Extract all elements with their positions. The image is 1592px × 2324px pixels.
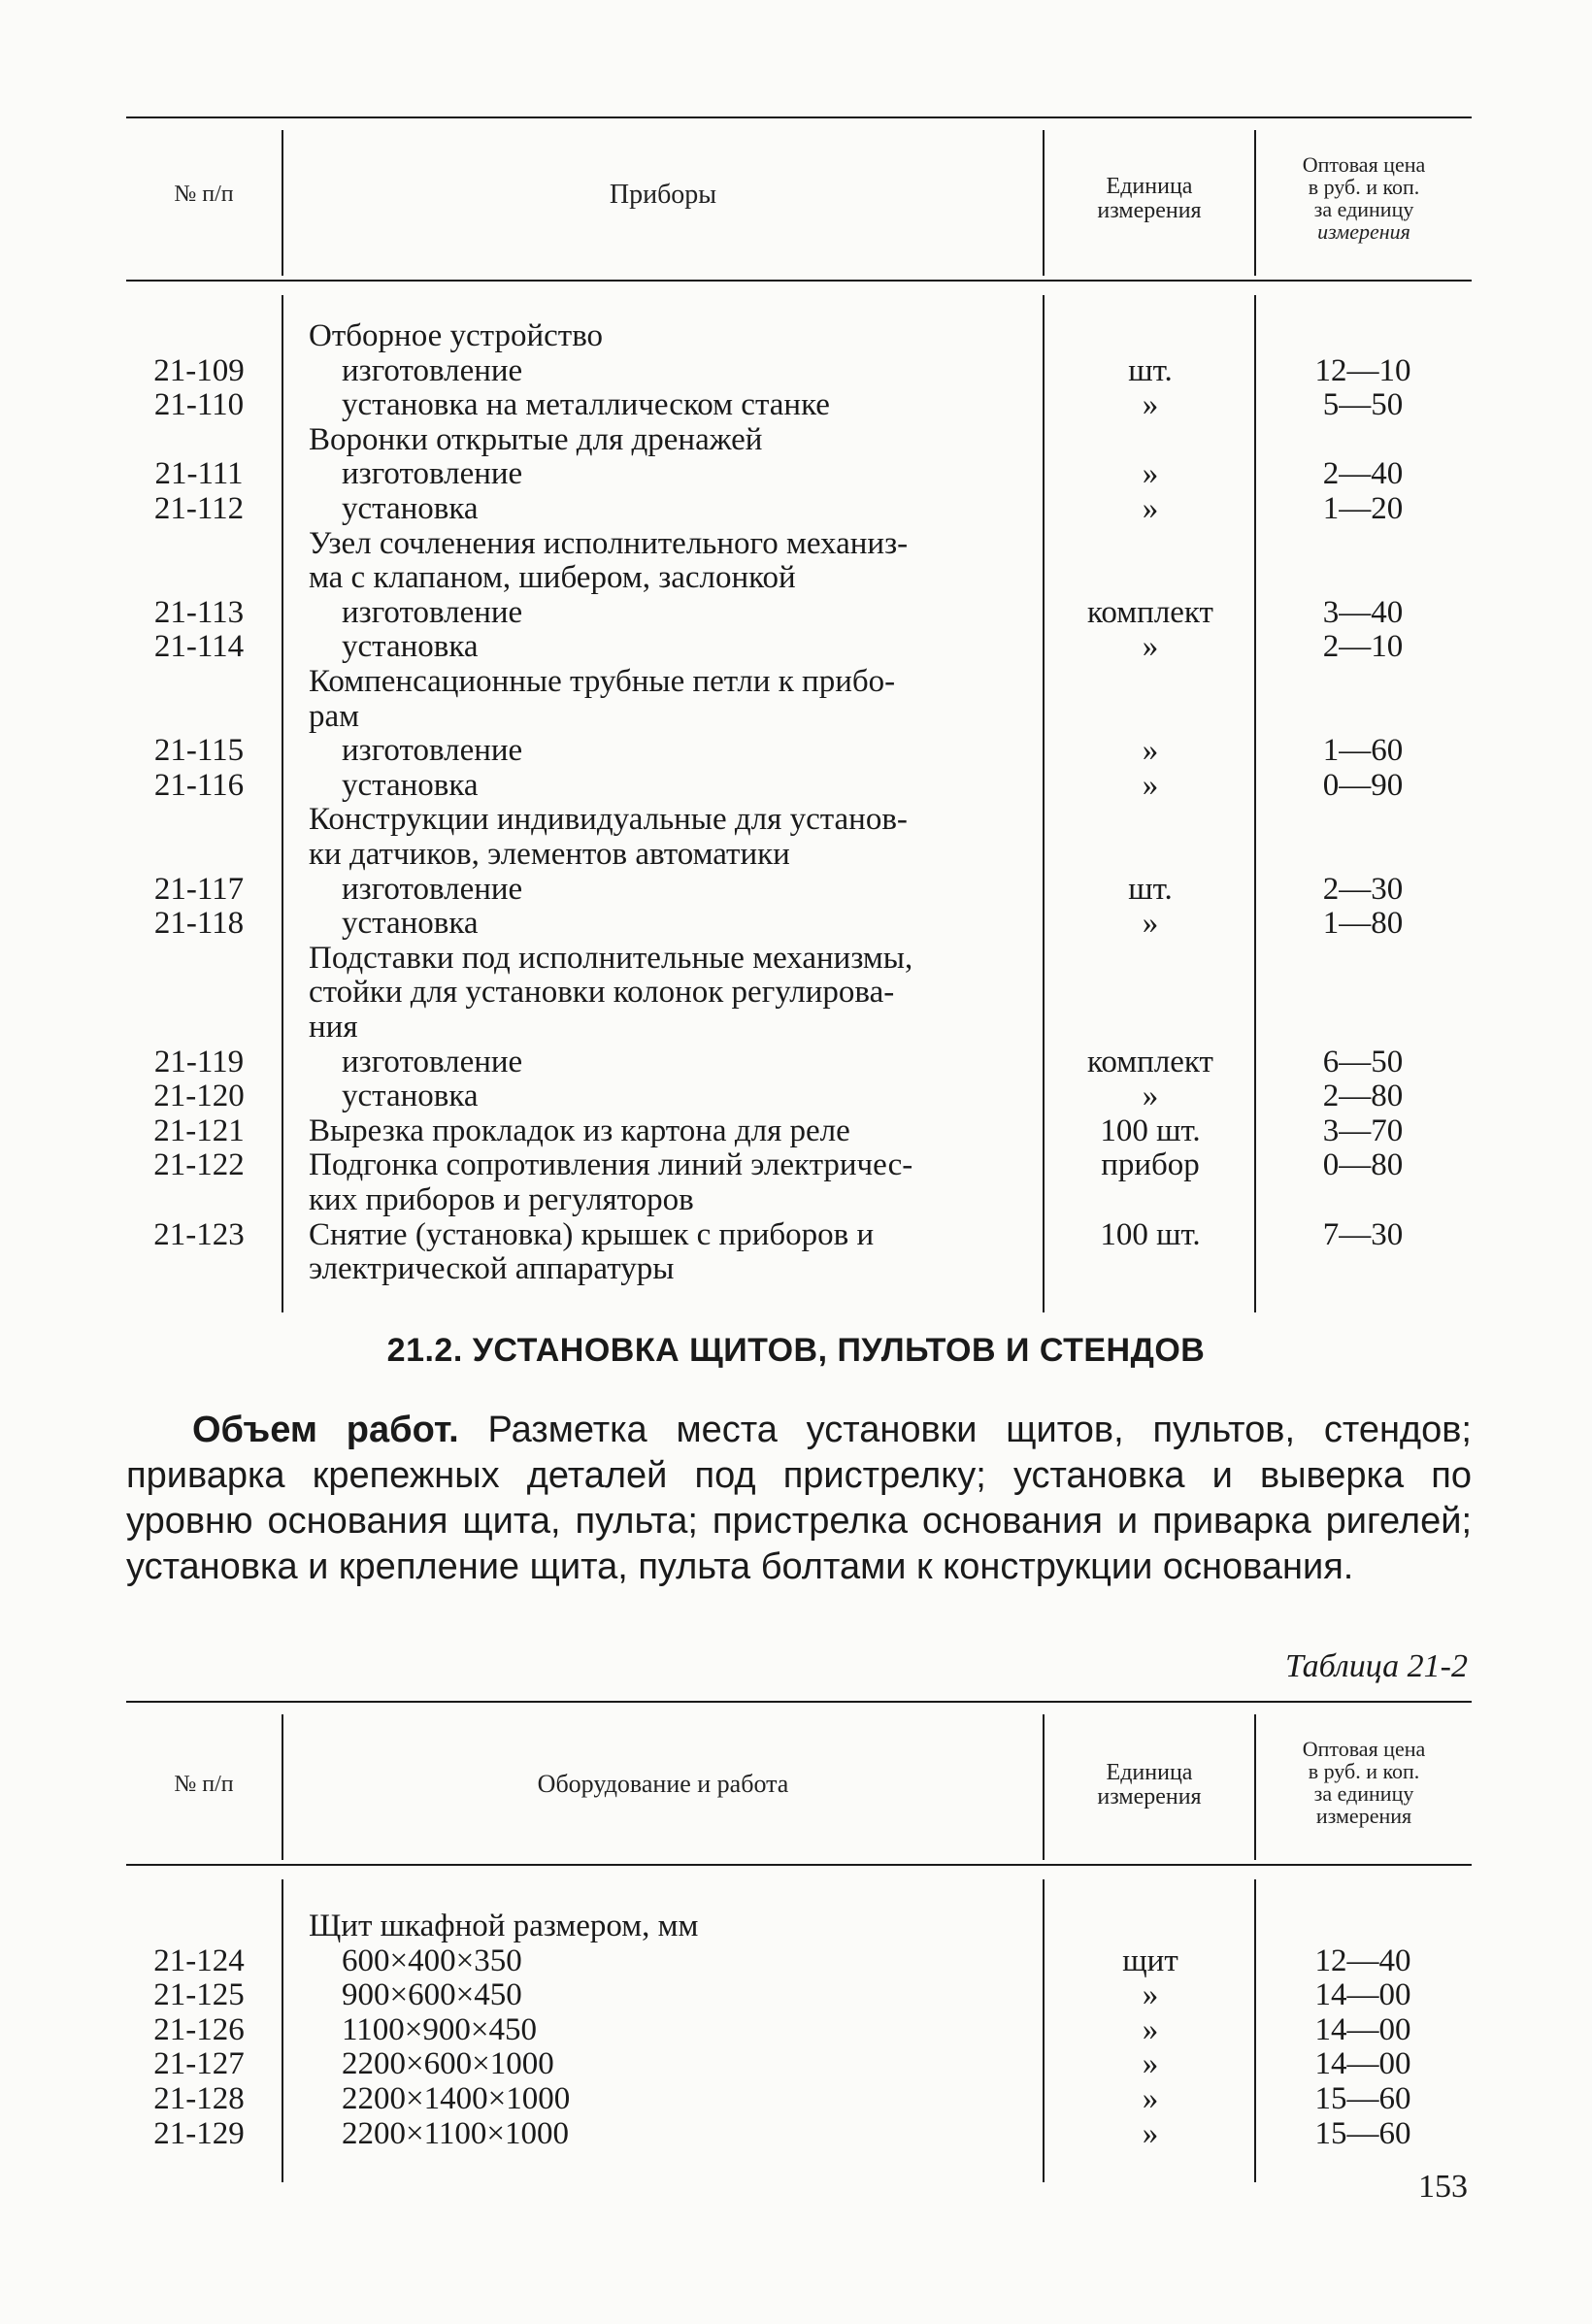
row-description: Вырезка прокладок из картона для реле xyxy=(309,1112,850,1148)
row-description: ния xyxy=(309,1010,358,1045)
row-number: 21-118 xyxy=(153,906,245,942)
table-1-header-rule xyxy=(126,280,1472,282)
row-price: 14—00 xyxy=(1314,2046,1411,2082)
table-row xyxy=(0,2046,1592,2081)
table-row xyxy=(0,353,1592,388)
row-description: Снятие (установка) крышек с приборов и xyxy=(309,1216,875,1252)
row-description: Воронки открытые для дренажей xyxy=(309,421,763,457)
header-price-line: в руб. и коп. xyxy=(1308,1759,1420,1784)
row-price: 1—80 xyxy=(1322,906,1404,942)
row-number: 21-111 xyxy=(154,456,244,492)
row-description: стойки для установки колонок регулирова- xyxy=(309,975,895,1011)
table-row xyxy=(0,1010,1592,1045)
header-price-line: измерения xyxy=(1315,1804,1412,1829)
table-row xyxy=(0,2012,1592,2047)
table-row xyxy=(0,1079,1592,1113)
table-row xyxy=(0,975,1592,1010)
table-row xyxy=(0,1977,1592,2012)
row-description: установка на металлическом станке xyxy=(342,387,830,423)
table-row xyxy=(0,1113,1592,1148)
row-description: изготовление xyxy=(342,1044,523,1079)
row-price: 12—10 xyxy=(1314,352,1411,388)
row-description: Конструкции индивидуальные для установ- xyxy=(309,802,908,838)
header-price-line: измерения xyxy=(1317,219,1410,245)
row-unit: » xyxy=(1142,456,1159,492)
row-number: 21-115 xyxy=(153,733,245,769)
table-row xyxy=(0,872,1592,907)
table-row xyxy=(0,906,1592,941)
table-row xyxy=(0,768,1592,803)
row-description: Подгонка сопротивления линий электричес- xyxy=(309,1147,913,1183)
row-number: 21-116 xyxy=(153,767,245,803)
row-price: 3—40 xyxy=(1322,594,1404,630)
header-unit-line: измерения xyxy=(1097,1784,1202,1810)
row-unit: шт. xyxy=(1128,871,1173,907)
row-unit: » xyxy=(1142,767,1159,803)
row-unit: » xyxy=(1142,2011,1159,2047)
row-number: 21-126 xyxy=(153,2011,245,2047)
row-description: Щит шкафной размером, мм xyxy=(309,1909,699,1943)
row-number: 21-129 xyxy=(153,2115,245,2151)
row-unit: » xyxy=(1142,1977,1159,2013)
row-number: 21-120 xyxy=(153,1079,245,1114)
row-unit: » xyxy=(1142,733,1159,769)
table-row xyxy=(0,629,1592,664)
table-1-top-rule xyxy=(126,116,1472,118)
header-price-line: за единицу xyxy=(1313,197,1414,222)
table-2-caption: Таблица 21-2 xyxy=(1285,1648,1468,1684)
row-description: рам xyxy=(309,698,360,734)
row-number: 21-112 xyxy=(153,491,245,526)
row-price: 2—40 xyxy=(1322,456,1404,492)
row-unit: 100 шт. xyxy=(1100,1112,1201,1148)
header-unit-line: Единица xyxy=(1106,174,1193,199)
row-description: 2200×1400×1000 xyxy=(342,2081,571,2116)
table-row xyxy=(0,456,1592,491)
row-description: установка xyxy=(342,767,479,803)
table-row xyxy=(0,1045,1592,1079)
row-description: 2200×600×1000 xyxy=(342,2046,554,2082)
header-unit-line: Единица xyxy=(1106,1760,1193,1785)
row-description: изготовление xyxy=(342,733,523,769)
row-description: изготовление xyxy=(342,871,523,907)
row-description: Отборное устройство xyxy=(309,318,604,353)
row-description: изготовление xyxy=(342,456,523,492)
header-price-line: Оптовая цена xyxy=(1302,1737,1426,1761)
header-price-line: в руб. и коп. xyxy=(1308,175,1420,200)
row-unit: » xyxy=(1142,1079,1159,1114)
header-price-line: Оптовая цена xyxy=(1302,152,1426,177)
table-row xyxy=(0,699,1592,734)
table-row xyxy=(0,560,1592,595)
row-number: 21-109 xyxy=(153,352,245,388)
row-unit: щит xyxy=(1122,1942,1178,1978)
table-1-header-price xyxy=(1256,153,1472,243)
row-unit: » xyxy=(1142,906,1159,942)
table-2-header-num: № п/п xyxy=(174,1772,234,1797)
row-number: 21-122 xyxy=(153,1147,245,1183)
row-description: установка xyxy=(342,629,479,665)
row-description: ки датчиков, элементов автоматики xyxy=(309,837,790,872)
table-1-header-unit xyxy=(1045,175,1254,223)
row-unit: комплект xyxy=(1087,1044,1213,1079)
section-paragraph xyxy=(126,1408,1472,1590)
table-row xyxy=(0,664,1592,699)
row-number: 21-119 xyxy=(153,1044,245,1079)
row-unit: 100 шт. xyxy=(1100,1216,1201,1252)
paragraph-text: Разметка места установки щитов, пультов, стендов; приварка крепежных деталей под пристрелку; установка и выверка по уровню основания щита, пульта; пристрелка основания и приварка ригелей; установка и крепление щита, пульта болтами к конструкции основания. xyxy=(126,1410,1472,1587)
table-row xyxy=(0,733,1592,768)
header-unit-line: измерения xyxy=(1097,198,1202,224)
row-number: 21-125 xyxy=(153,1977,245,2013)
row-number: 21-123 xyxy=(153,1216,245,1252)
header-price-line: за единицу xyxy=(1313,1781,1414,1807)
row-description: установка xyxy=(342,906,479,942)
row-description: ма с клапаном, шибером, заслонкой xyxy=(309,560,796,596)
table-row xyxy=(0,941,1592,976)
row-unit: » xyxy=(1142,2081,1159,2116)
row-price: 0—90 xyxy=(1322,767,1404,803)
table-row xyxy=(0,1147,1592,1182)
row-description: изготовление xyxy=(342,594,523,630)
table-row xyxy=(0,387,1592,422)
row-price: 3—70 xyxy=(1322,1112,1404,1148)
table-2-header-price xyxy=(1256,1738,1472,1827)
table-2-header-rule xyxy=(126,1864,1472,1866)
row-description: 2200×1100×1000 xyxy=(342,2115,569,2151)
row-number: 21-113 xyxy=(153,594,245,630)
row-unit: » xyxy=(1142,387,1159,423)
row-price: 5—50 xyxy=(1322,387,1404,423)
page-number: 153 xyxy=(1418,2169,1468,2205)
row-unit: » xyxy=(1142,629,1159,665)
row-price: 15—60 xyxy=(1314,2081,1411,2116)
row-number: 21-127 xyxy=(153,2046,245,2082)
table-row xyxy=(0,802,1592,837)
table-row xyxy=(0,1943,1592,1978)
row-unit: комплект xyxy=(1087,594,1213,630)
paragraph-lead: Объем работ. xyxy=(192,1410,459,1450)
table-row xyxy=(0,491,1592,526)
row-description: изготовление xyxy=(342,352,523,388)
table-2-top-rule xyxy=(126,1701,1472,1703)
table-row xyxy=(0,526,1592,561)
row-price: 1—20 xyxy=(1322,491,1404,526)
table-row xyxy=(0,2116,1592,2151)
row-price: 2—10 xyxy=(1322,629,1404,665)
row-number: 21-117 xyxy=(153,871,245,907)
table-row xyxy=(0,318,1592,353)
row-price: 14—00 xyxy=(1314,1977,1411,2013)
row-number: 21-121 xyxy=(153,1112,245,1148)
row-description: ких приборов и регуляторов xyxy=(309,1182,694,1217)
table-row xyxy=(0,1909,1592,1943)
row-price: 6—50 xyxy=(1322,1044,1404,1079)
row-unit: » xyxy=(1142,491,1159,526)
row-description: Компенсационные трубные петли к прибо- xyxy=(309,664,896,699)
table-row xyxy=(0,837,1592,872)
row-unit: прибор xyxy=(1101,1147,1200,1183)
table-row xyxy=(0,1217,1592,1252)
table-row xyxy=(0,1251,1592,1286)
row-price: 1—60 xyxy=(1322,733,1404,769)
row-unit: » xyxy=(1142,2046,1159,2082)
row-unit: шт. xyxy=(1128,352,1173,388)
row-description: 900×600×450 xyxy=(342,1977,522,2013)
row-description: установка xyxy=(342,491,479,526)
row-number: 21-124 xyxy=(153,1942,245,1978)
table-2-header-items: Оборудование и работа xyxy=(537,1770,789,1798)
table-row xyxy=(0,1182,1592,1217)
row-price: 15—60 xyxy=(1314,2115,1411,2151)
row-number: 21-128 xyxy=(153,2081,245,2116)
table-row xyxy=(0,595,1592,630)
row-description: 1100×900×450 xyxy=(342,2011,537,2047)
row-number: 21-114 xyxy=(153,629,245,665)
table-row xyxy=(0,2081,1592,2116)
table-1-header-items: Приборы xyxy=(609,180,717,210)
row-description: Подставки под исполнительные механизмы, xyxy=(309,940,913,976)
row-price: 2—30 xyxy=(1322,871,1404,907)
row-description: 600×400×350 xyxy=(342,1942,522,1978)
row-price: 14—00 xyxy=(1314,2011,1411,2047)
row-description: установка xyxy=(342,1079,479,1114)
section-heading: 21.2. УСТАНОВКА ЩИТОВ, ПУЛЬТОВ И СТЕНДОВ xyxy=(386,1332,1206,1369)
row-description: Узел сочленения исполнительного механиз- xyxy=(309,525,909,561)
table-row xyxy=(0,422,1592,457)
table-2-header-unit xyxy=(1045,1761,1254,1809)
row-price: 12—40 xyxy=(1314,1942,1411,1978)
row-number: 21-110 xyxy=(153,387,245,423)
row-price: 0—80 xyxy=(1322,1147,1404,1183)
row-description: электрической аппаратуры xyxy=(309,1251,675,1287)
table-1-header-num: № п/п xyxy=(174,182,234,207)
row-unit: » xyxy=(1142,2115,1159,2151)
row-price: 2—80 xyxy=(1322,1079,1404,1114)
row-price: 7—30 xyxy=(1322,1216,1404,1252)
